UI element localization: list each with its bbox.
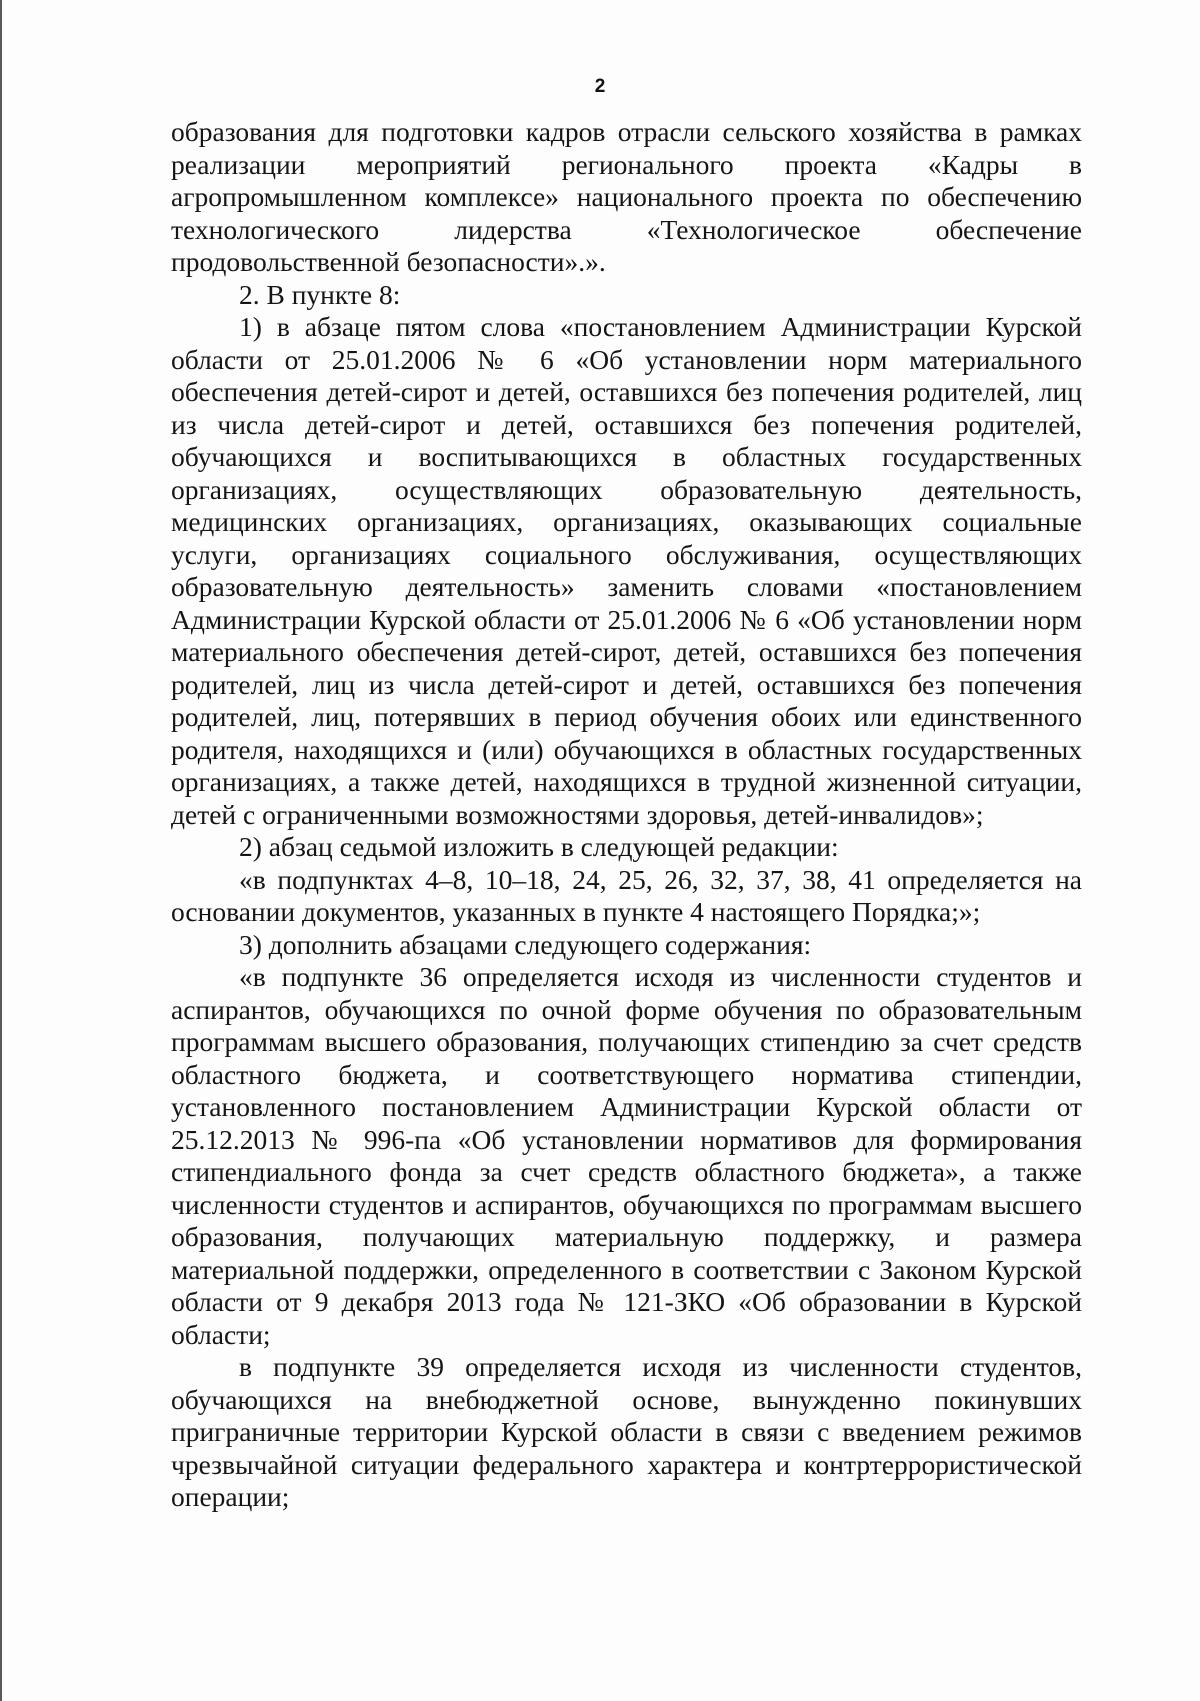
paragraph-continuation: образования для подготовки кадров отрасли сельского хозяйства в рамках реализации мероприятий регионального проекта «Кадры в агропромышленном комплексе» национального проекта по обеспечению технологического лидерства «Технологическое обеспечение продовольственной безопасности».». xyxy=(171,116,1082,277)
paragraph-item-2: 2. В пункте 8: xyxy=(239,278,401,310)
paragraph-subitem-2: 2) абзац седьмой изложить в следующей редакции: xyxy=(239,831,839,862)
paragraph-subitem-39: в подпункте 39 определяется исходя из численности студентов, обучающихся на внебюджетной основе, вынужденно покинувших приграничные территории Курской области в связи с введением режимов чрезвычайной ситуации федерального характера и контртеррористической операции; xyxy=(171,1351,1082,1512)
paragraph-quote-subitem-36: «в подпункте 36 определяется исходя из численности студентов и аспирантов, обучающихся по очной форме обучения по образовательным программам высшего образования, получающих стипендию за счет средств областного бюджета, и соответствующего норматива стипендии, установленного постановлением Администрации Курской области от 25.12.2013 № 996-па «Об установлении нормативов для формирования стипендиального фонда за счет средств областного бюджета», а также численности студентов и аспирантов, обучающихся по программам высшего образования, получающих материальную поддержку, и размера материальной поддержки, определенного в соответствии с Законом Курской области от 9 декабря 2013 года № 121-ЗКО «Об образовании в Курской области; xyxy=(171,961,1082,1350)
paragraph-subitem-3: 3) дополнить абзацами следующего содержания: xyxy=(239,928,812,960)
paragraph-quote-subitems: «в подпунктах 4–8, 10–18, 24, 25, 26, 32, 37, 38, 41 определяется на основании документов, указанных в пункте 4 настоящего Порядка;»; xyxy=(171,863,1082,927)
page-number: 2 xyxy=(594,76,606,97)
scan-border xyxy=(0,0,2,1701)
document-body xyxy=(171,116,1082,1514)
paragraph-subitem-1: 1) в абзаце пятом слова «постановлением Администрации Курской области от 25.01.2006 № 6 «Об установлении норм материального обеспечения детей-сирот и детей, оставшихся без попечения родителей, лиц из числа детей-сирот и детей, оставшихся без попечения родителей, обучающихся и воспитывающихся в областных государственных организациях, осуществляющих образовательную деятельность, медицинских организациях, организациях, оказывающих социальные услуги, организациях социального обслуживания, осуществляющих образовательную деятельность» заменить словами «постановлением Администрации Курской области от 25.01.2006 № 6 «Об установлении норм материального обеспечения детей-сирот, детей, оставшихся без попечения родителей, лиц из числа детей-сирот и детей, оставшихся без попечения родителей, лиц, потерявших в период обучения обоих или единственного родителя, находящихся и (или) обучающихся в областных государственных организациях, а также детей, находящихся в трудной жизненной ситуации, детей с ограниченными возможностями здоровья, детей-инвалидов»; xyxy=(171,311,1082,830)
